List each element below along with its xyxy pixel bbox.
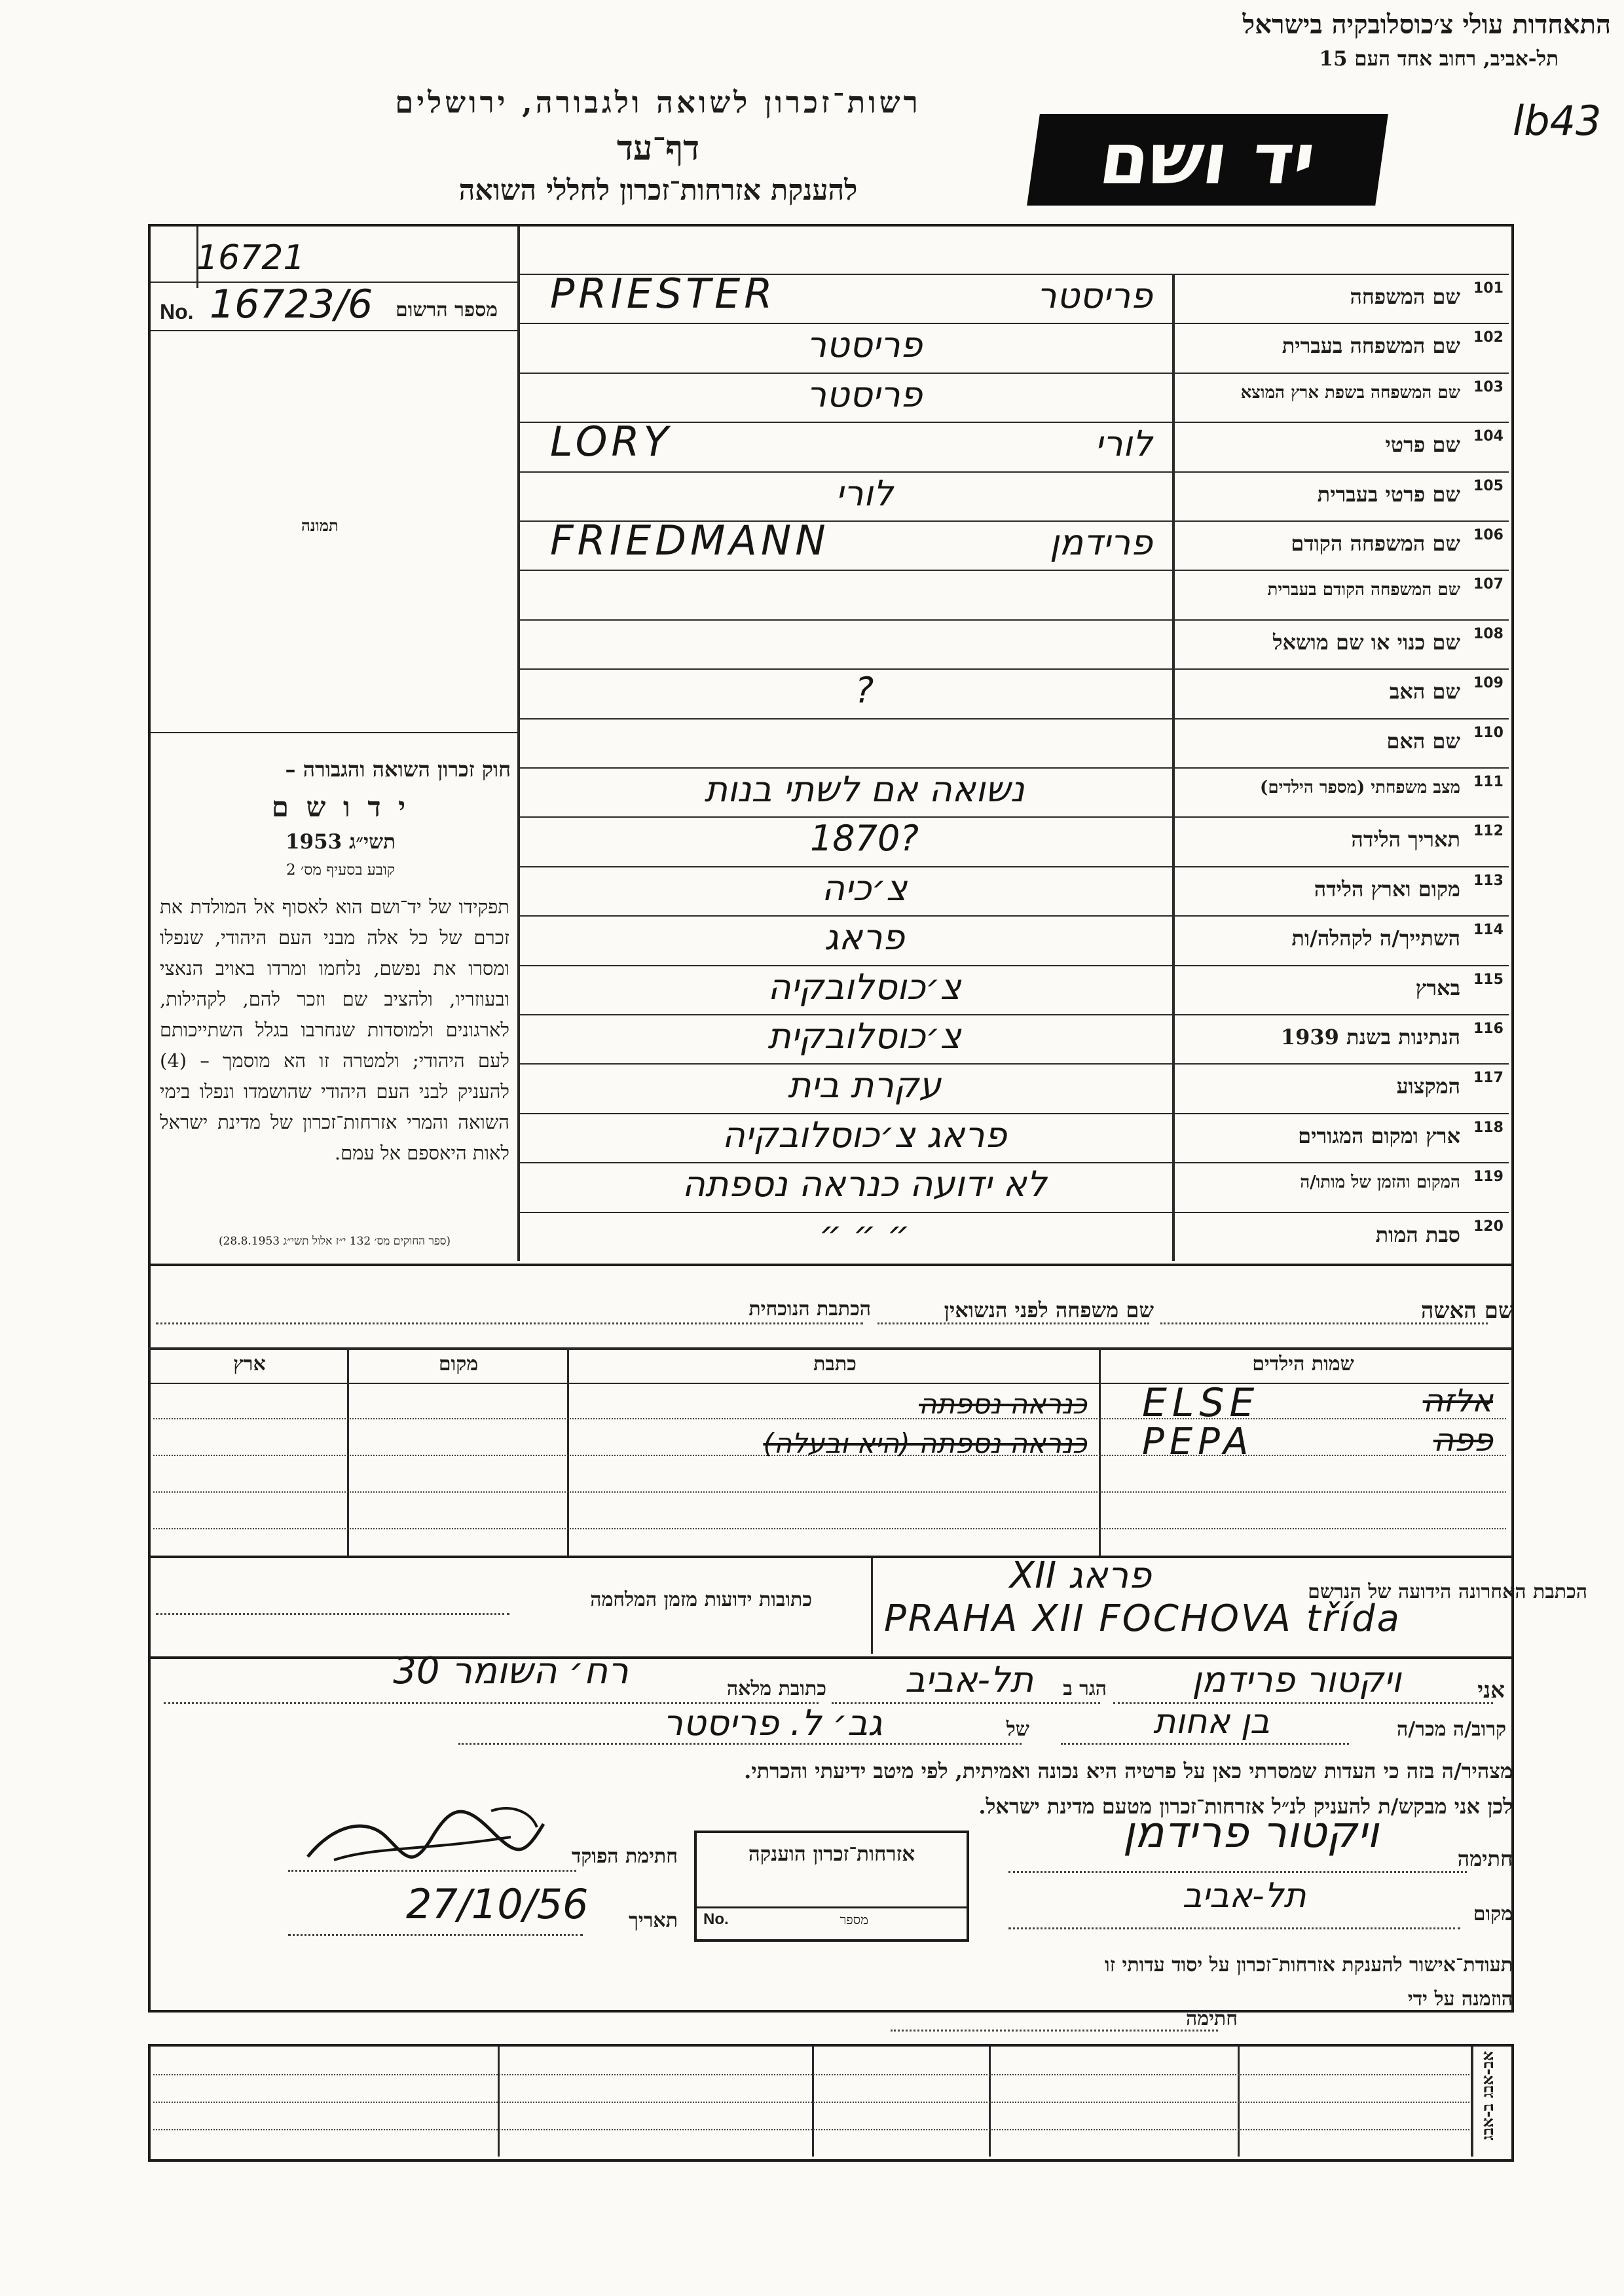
field-label: שם המשפחה הקודם בעברית [1267,580,1460,600]
signature-scribble [295,1798,557,1876]
child-1-name-hebrew: אלזה [1422,1383,1493,1419]
field-value-hebrew: ״ ״ ״ [819,1212,910,1254]
official-box-no: No. [703,1910,729,1928]
law-footnote: (ספר החוקים מס׳ 132 י״ז אלול תשי״ג 28.8.1953) [218,1235,451,1248]
field-value-hebrew: צ׳כוסלובקיה [767,966,961,1008]
field-label: בארץ [1415,975,1460,1000]
organization-stamp-line1: התאחדות עולי צ׳כוסלובקיה בישראל [1242,9,1611,40]
field-number: 107 [1473,576,1504,593]
field-value-hebrew: פריסטר [1037,275,1153,316]
field-number: 102 [1473,329,1504,346]
full-address-label: כתובת מלאה [726,1677,826,1700]
field-value-hebrew: צ׳כוסלובקית [767,1015,961,1057]
wife-label: שם האשה [1420,1298,1514,1324]
declarant-place: תל-אביב [1182,1876,1306,1916]
law-heading: חוק זכרון השואה והגבורה – [285,757,511,782]
last-address-label: הכתבת האחרונה הידועה של הנרשם [1308,1580,1587,1603]
field-label: סבת המות [1375,1222,1460,1247]
field-number: 105 [1473,477,1504,494]
field-label: שם המשפחה [1350,284,1460,309]
field-label: שם המשפחה בעברית [1282,333,1460,359]
children-header-place: מקום [438,1353,479,1376]
maiden-name-label: שם משפחה לפני הנשואין [944,1298,1154,1322]
field-value-hebrew: ?1870 [809,818,919,860]
field-value-hebrew: עקרת בית [787,1065,942,1106]
logo-text: יד ושם [1094,118,1321,200]
field-number: 103 [1473,378,1504,395]
field-label: מקום וארץ הלידה [1314,876,1460,902]
field-number: 110 [1473,724,1504,741]
corner-handwriting: lb43 [1513,97,1602,145]
official-box-number-label: מספר [840,1912,868,1927]
field-label: שם האב [1389,679,1460,704]
commissioner-signature-label: חתימת הפוקד [571,1845,678,1868]
declarant-city: תל-אביב [904,1659,1034,1700]
child-1-address: כנראה נספתה [919,1388,1087,1420]
field-value-hebrew: פרידמן [1049,522,1153,563]
field-number: 112 [1473,823,1504,840]
field-value-hebrew: לורי [1095,423,1153,465]
field-value-hebrew: נשואה אם לשתי בנות [704,769,1025,810]
children-header-address: כתבת [813,1353,857,1376]
field-label: שם המשפחה בשפת ארץ המוצא [1240,382,1460,403]
field-label: ארץ ומקום המגורים [1298,1123,1460,1148]
yad-vashem-logo [1027,114,1388,206]
official-box [694,1831,969,1942]
of-label: של [1006,1718,1029,1741]
i-label: אני [1477,1677,1505,1704]
children-header-names: שמות הילדים [1252,1353,1354,1376]
field-value-hebrew: ? [855,670,874,712]
field-value-hebrew: פריסטר [806,373,923,415]
field-value-hebrew: פראג [824,917,905,958]
law-clause: קובע בסעיף מס׳ 2 [286,862,396,879]
field-label: המקום והזמן של מותו/ה [1300,1173,1460,1193]
children-header-country: ארץ [233,1353,266,1376]
field-number: 119 [1473,1169,1504,1186]
field-value-hebrew: פריסטר [806,324,923,366]
field-value-latin: FRIEDMANN [550,517,830,564]
field-number: 109 [1473,675,1504,692]
wartime-addresses-label: כתובות ידועות מזמן המלחמה [590,1588,812,1611]
authority-title: רשות־זכרון לשואה ולגבורה, ירושלים [395,85,921,120]
field-value-hebrew: לא ידועה כנראה נספתה [682,1163,1047,1205]
field-number: 115 [1473,971,1504,988]
field-number: 117 [1473,1070,1504,1087]
official-box-title: אזרחות־זכרון הוענקה [748,1842,915,1866]
field-number: 120 [1473,1218,1504,1235]
declaration-line-1: מצהיר/ה בזה כי העדות שמסרתי כאן על פרטיה היא נכונה ואמיתית, לפי מיטב ידיעתי והכרתי. [744,1758,1513,1783]
date-label: תאריך [629,1909,678,1932]
certificate-signature-label: חתימה [1186,2007,1238,2030]
registration-number: 16723/6 [210,282,373,327]
field-number: 113 [1473,872,1504,889]
of-name: גב׳ ל. פריסטר [663,1702,883,1743]
form-subtitle: להענקת אזרחות־זכרון לחללי השואה [458,174,858,207]
date-value: 27/10/56 [406,1880,589,1928]
certificate-line-2: הוזמנה על ידי [1407,1988,1513,2011]
registration-number-label: מספר הרשום [396,299,498,321]
field-value-hebrew: צ׳כיה [821,867,908,909]
field-label: שם המשפחה הקודם [1291,531,1460,556]
child-2-name-hebrew: פפה [1433,1422,1493,1459]
field-value-hebrew: פראג צ׳כוסלובקיה [722,1114,1007,1156]
field-value-latin: LORY [550,418,673,466]
last-address-hebrew: פראג XII [1009,1554,1152,1597]
field-number: 114 [1473,922,1504,939]
field-label: שם פרטי [1385,432,1460,458]
signature-label: חתימה [1457,1846,1513,1871]
declarant-street: רח׳ השומר 30 [393,1650,629,1692]
commissioner-signature [295,1798,557,1876]
child-2-address: כנראה נספתה (היא ובעלה) [763,1427,1087,1459]
declarant-name: ויקטור פרידמן [1192,1659,1401,1700]
field-label: הנתינות בשנת 1939 [1280,1025,1460,1049]
organization-stamp-line2: תל-אביב, רחוב אחד העם 15 [1319,47,1559,71]
child-1-name-latin: ELSE [1142,1380,1260,1426]
field-number: 111 [1473,774,1504,790]
top-box-handwriting: 16721 [196,238,305,278]
field-label: שם האם [1386,728,1460,754]
declarant-signature: ויקטור פרידמן [1122,1807,1379,1857]
current-address-label: הכתבת הנוכחית [748,1298,871,1321]
field-number: 108 [1473,625,1504,642]
photo-label: תמונה [301,516,339,535]
field-label: שם פרטי בעברית [1317,481,1460,507]
relative-label: קרוב/ה מכר/ה [1397,1718,1506,1741]
law-year: תשי״ג 1953 [285,830,396,854]
side-code: אב-אבג ב-אבג [1478,2050,1497,2141]
field-label: השתייך/ה לקהלה/ות [1291,926,1460,951]
declaration-line-2: לכן אני מבקש/ת להעניק לנ״ל אזרחות־זכרון מטעם מדינת ישראל. [978,1794,1513,1819]
office-grid [148,2044,1514,2162]
form-title: דף־עד [616,128,700,168]
field-number: 106 [1473,527,1504,543]
child-2-name-latin: PEPA [1142,1421,1254,1463]
resides-label: הגר ב [1063,1677,1107,1700]
place-label: מקום [1473,1903,1513,1925]
registration-no-label: No. [160,300,194,323]
field-label: שם כנוי או שם מושאל [1272,629,1460,655]
law-body: תפקידו של יד־ושם הוא לאסוף אל המולדת את זכרם של כל אלה מבני העם היהודי, שנפלו ומסרו את נפשם, נלחמו ומרדו באויב הנאצי ובעוזריו, ולהציב שם וזכר להם, לקהילות, לארגונים ולמוסדות שנחרבו בגלל השתייכותם לעם היהודי; ולמטרה זו הא מוסמך – (4) להעניק לבני העם היהודי שהושמדו ונפלו בימי השואה והמרי אזרחות־זכרון של מדינת ישראל לאות היאספם אל עמם. [160,896,509,1164]
field-number: 104 [1473,428,1504,445]
field-label: מצב משפחתי (מספר הילדים) [1260,778,1460,797]
law-name: י ד ו ש ם [271,791,410,823]
field-number: 118 [1473,1119,1504,1136]
field-label: המקצוע [1396,1074,1460,1099]
field-number: 116 [1473,1021,1504,1037]
field-number: 101 [1473,280,1504,297]
last-address-latin: PRAHA XII FOCHOVA třída [884,1597,1401,1640]
declarant-relation: בן אחות [1153,1702,1270,1741]
field-value-latin: PRIESTER [550,270,777,318]
field-label: תאריך הלידה [1351,827,1460,852]
certificate-line-1: תעודת־אישור להענקת אזרחות־זכרון על יסוד עדותי זו [1105,1954,1513,1977]
field-value-hebrew: לורי [836,472,893,514]
